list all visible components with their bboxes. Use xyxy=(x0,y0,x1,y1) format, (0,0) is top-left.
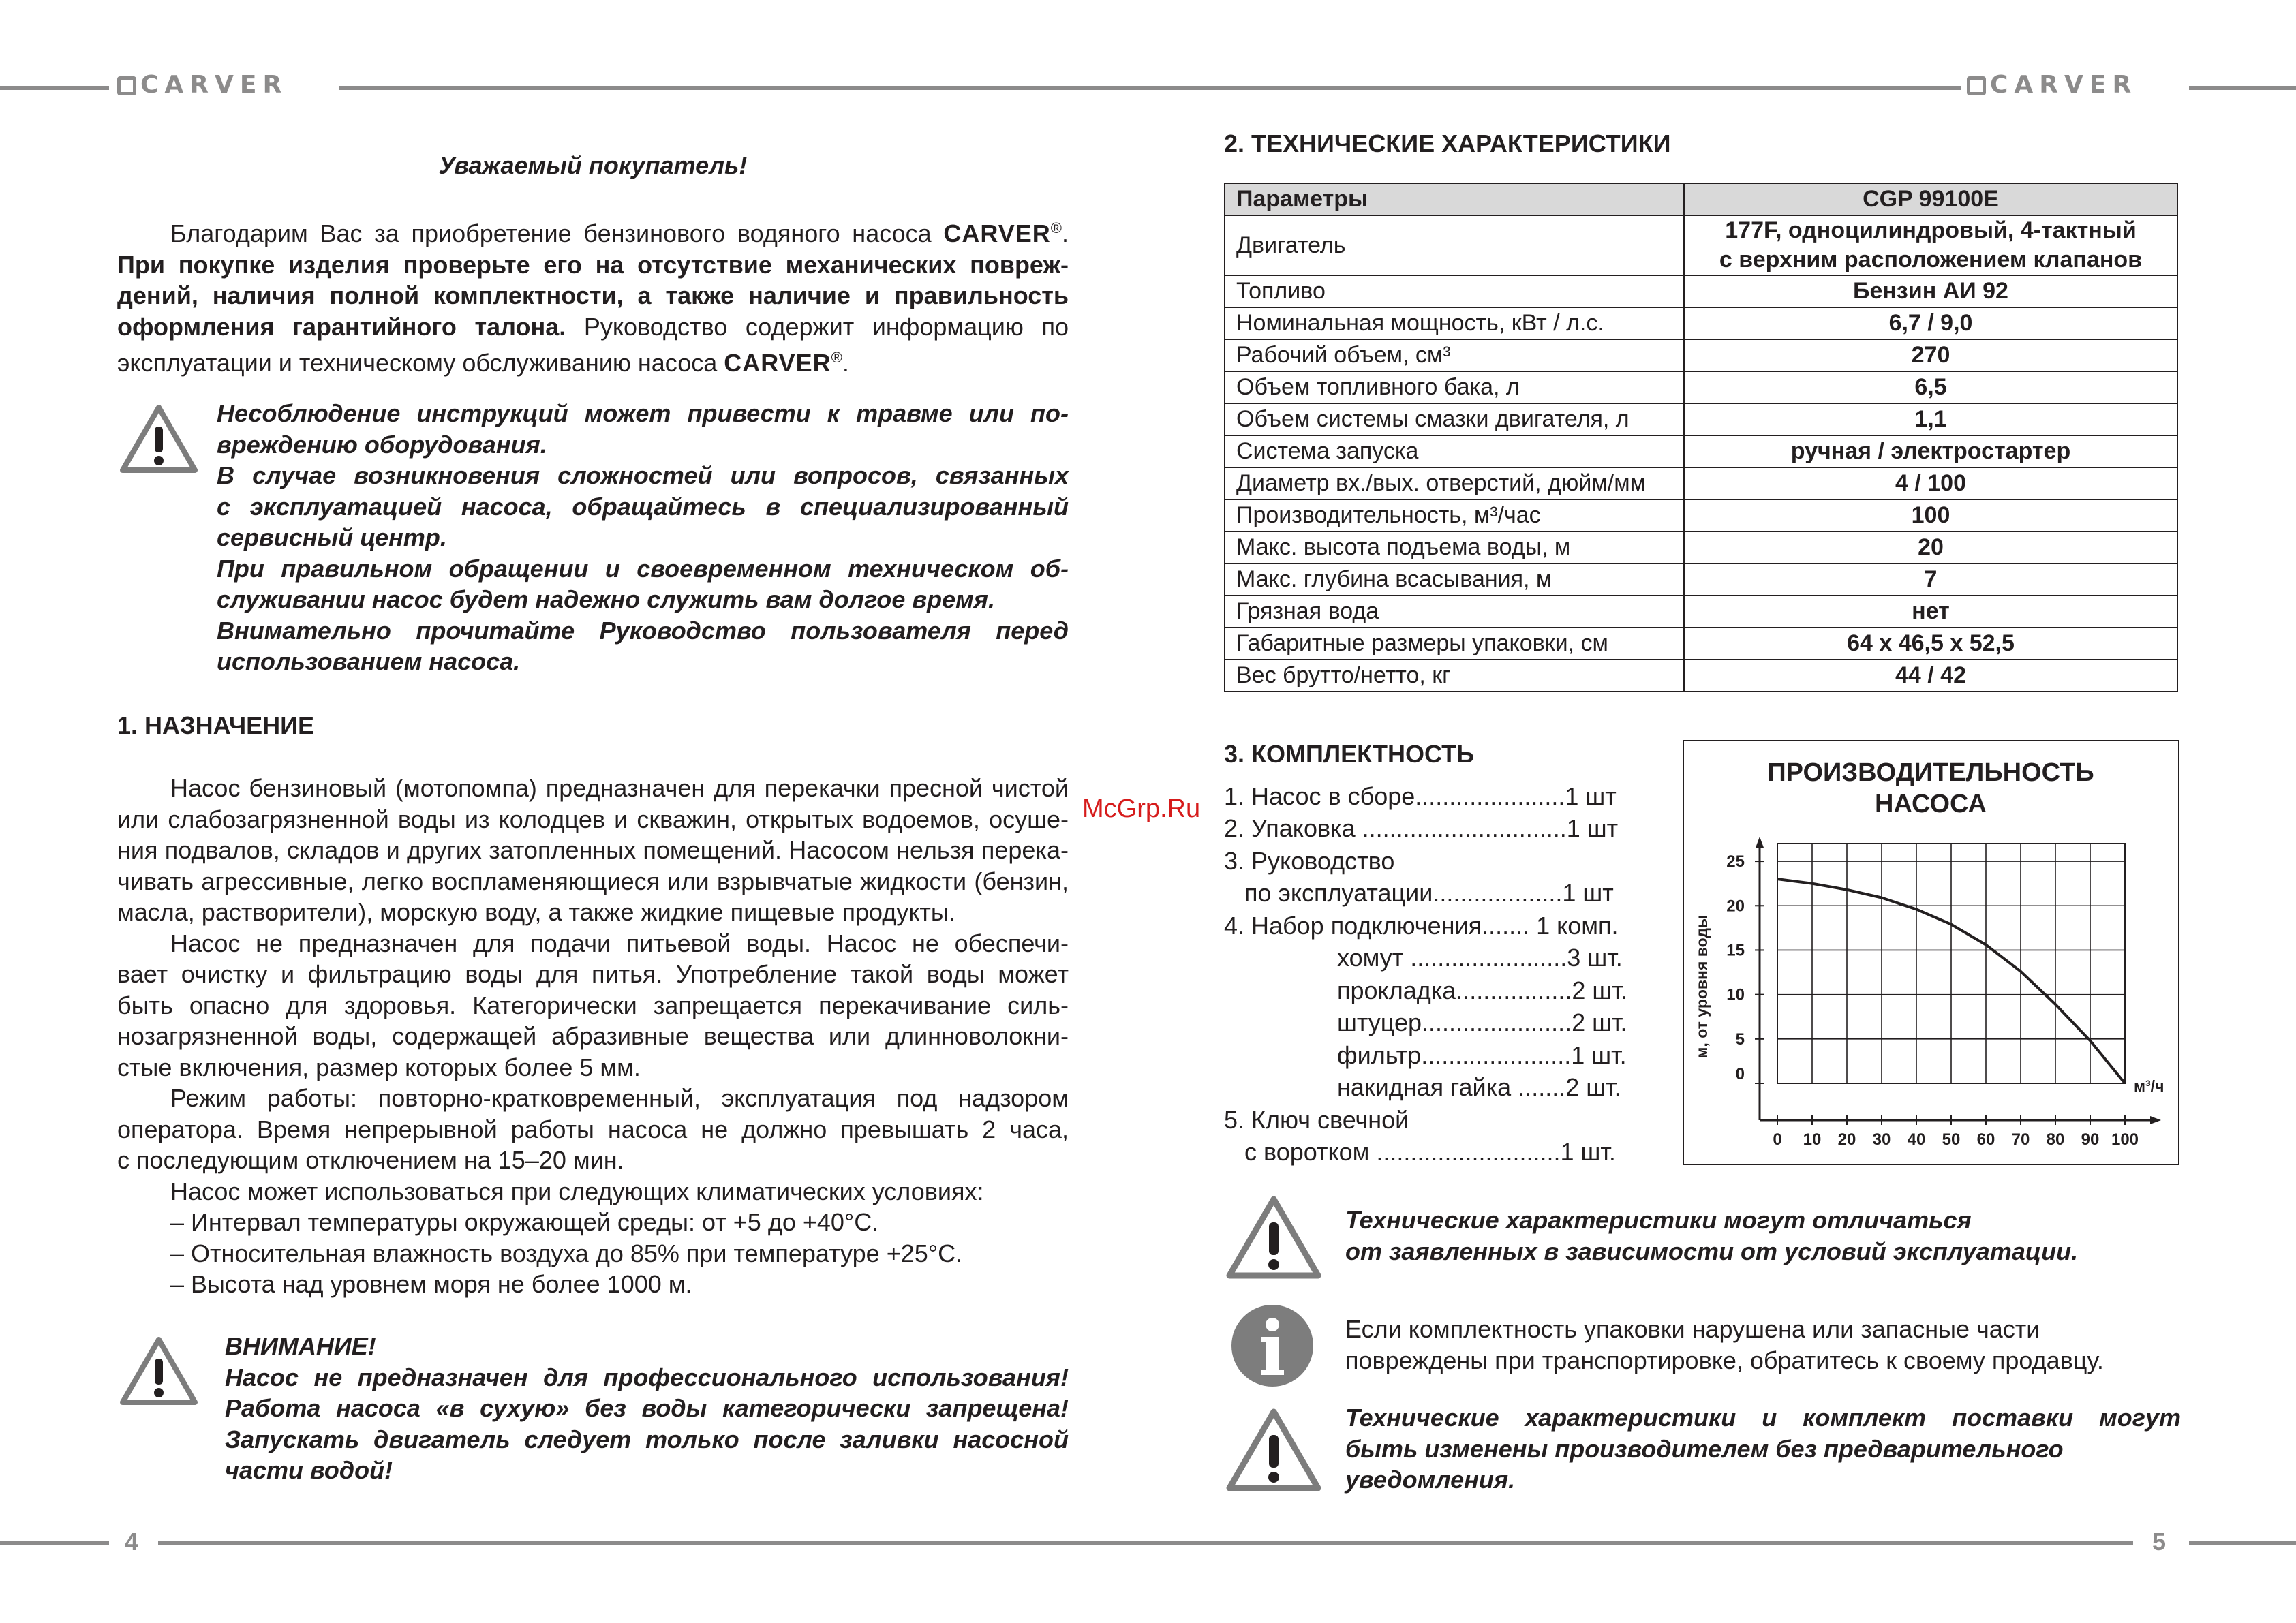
header-rule-left-a xyxy=(0,86,109,90)
spec-row xyxy=(1225,596,2177,628)
spec-value: 44 / 42 xyxy=(1684,660,2177,692)
chart-axes xyxy=(1756,837,2161,1124)
section2-title: 2. ТЕХНИЧЕСКИЕ ХАРАКТЕРИСТИКИ xyxy=(1224,129,1671,157)
kit-subitem: фильтр......................1 шт. xyxy=(1337,1041,1627,1069)
spec-param: Рабочий объем, см³ xyxy=(1225,339,1684,371)
chart-title-line-2: НАСОСА xyxy=(1875,790,1987,818)
warning-text-1 xyxy=(217,398,1069,677)
spec-value: нет xyxy=(1684,596,2177,628)
spec-value: 6,7 / 9,0 xyxy=(1684,307,2177,339)
intro-reg-1: ® xyxy=(1050,219,1062,236)
spec-header-model: CGP 99100E xyxy=(1684,183,2177,215)
s1-p4: Насос может использоваться при следующих климатических условиях: xyxy=(170,1177,984,1205)
spec-param: Двигатель xyxy=(1225,215,1684,275)
footer-rule-mid xyxy=(158,1541,2133,1545)
spec-value: 1,1 xyxy=(1684,403,2177,435)
spec-row xyxy=(1225,628,2177,660)
spec-value: 7 xyxy=(1684,563,2177,596)
performance-chart-box xyxy=(1683,740,2179,1165)
chart-x-tick-label: 40 xyxy=(1907,1130,1926,1149)
spec-row xyxy=(1225,307,2177,339)
warning-icon-1 xyxy=(119,402,199,476)
chart-ticks xyxy=(1726,852,2139,1149)
spec-param: Система запуска xyxy=(1225,435,1684,467)
warning1-line-6: При правильном обращении и своевременном техническом об- xyxy=(217,554,1069,583)
chart-x-tick-label: 70 xyxy=(2011,1130,2030,1149)
spec-row xyxy=(1225,403,2177,435)
kit-item: 3. Руководство xyxy=(1224,847,1395,875)
s1-p2-l3: быть опасно для здоровья. Категорически запрещается перекачивание силь- xyxy=(117,991,1069,1019)
intro-line-1 xyxy=(117,213,1069,249)
spec-value xyxy=(1684,215,2177,275)
intro-dot-2: . xyxy=(842,349,849,377)
intro-line-5-text: эксплуатации и техническому обслуживанию насоса xyxy=(117,349,724,377)
section1-title: 1. НАЗНАЧЕНИЕ xyxy=(117,711,315,739)
spec-value: 4 / 100 xyxy=(1684,467,2177,499)
spec-value-line-2: с верхним расположением клапанов xyxy=(1719,247,2143,273)
kit-item: с воротком ...........................1 шт. xyxy=(1224,1138,1616,1166)
intro-line-4 xyxy=(117,311,1069,343)
greeting: Уважаемый покупатель! xyxy=(438,151,748,179)
intro-reg-2: ® xyxy=(831,349,842,366)
spec-param: Грязная вода xyxy=(1225,596,1684,628)
s1-p2-l4: нозагрязненной воды, содержащей абразивные вещества или длинноволокни- xyxy=(117,1022,1069,1050)
chart-x-tick-label: 10 xyxy=(1803,1130,1822,1149)
s1-cond-2: – Относительная влажность воздуха до 85% при температуре +25°С. xyxy=(170,1239,963,1267)
note-2 xyxy=(1345,1314,2181,1376)
s1-p1-l2: или слабозагрязненной воды из колодцев и скважин, открытых водоемов, осуше- xyxy=(117,805,1069,833)
warning1-line-7: служивании насос будет надежно служить вам долгое время. xyxy=(217,585,995,613)
section1-body xyxy=(117,773,1069,1300)
intro-paragraph xyxy=(117,213,1069,379)
s1-p1-l1: Насос бензиновый (мотопомпа) предназначен для перекачки пресной чистой xyxy=(170,774,1069,802)
chart-y-arrow xyxy=(1756,837,1764,848)
spec-param: Номинальная мощность, кВт / л.с. xyxy=(1225,307,1684,339)
kit-item: 4. Набор подключения....... 1 комп. xyxy=(1224,912,1619,940)
chart-y-tick-label: 5 xyxy=(1735,1030,1745,1049)
spec-param: Диаметр вх./вых. отверстий, дюйм/мм xyxy=(1225,467,1684,499)
note-1 xyxy=(1345,1205,2181,1267)
chart-title-line-1: ПРОИЗВОДИТЕЛЬНОСТЬ xyxy=(1767,758,2094,787)
note2-line-1: Если комплектность упаковки нарушена или запасные части xyxy=(1345,1315,2040,1343)
spec-value: 64 x 46,5 x 52,5 xyxy=(1684,628,2177,660)
performance-chart xyxy=(1684,741,2178,1164)
spec-param: Топливо xyxy=(1225,275,1684,307)
spec-value: ручная / электростартер xyxy=(1684,435,2177,467)
s1-cond-1: – Интервал температуры окружающей среды: от +5 до +40°С. xyxy=(170,1208,879,1236)
s1-cond-3: – Высота над уровнем моря не более 1000 м. xyxy=(170,1270,692,1298)
intro-line-5 xyxy=(117,342,1069,379)
warning2-line-4: Запускать двигатель следует только после заливки насосной xyxy=(225,1425,1069,1453)
spec-row xyxy=(1225,435,2177,467)
intro-brand-1: CARVER xyxy=(943,219,1051,247)
warning1-line-8: Внимательно прочитайте Руководство пользователя перед xyxy=(217,616,1069,645)
chart-x-tick-label: 0 xyxy=(1773,1130,1782,1149)
note3-line-2: быть изменены производителем без предварительного xyxy=(1345,1434,2064,1463)
chart-y-tick-label: 0 xyxy=(1735,1065,1745,1083)
spec-value: 20 xyxy=(1684,531,2177,563)
spec-param: Габаритные размеры упаковки, см xyxy=(1225,628,1684,660)
intro-line-1-text: Благодарим Вас за приобретение бензинового водяного насоса xyxy=(170,219,944,247)
chart-x-tick-label: 80 xyxy=(2046,1130,2065,1149)
spec-header-param: Параметры xyxy=(1225,183,1684,215)
intro-line-3: дений, наличия полной комплектности, а также наличие и правильность xyxy=(117,281,1069,309)
spec-row xyxy=(1225,563,2177,596)
chart-y-tick-label: 15 xyxy=(1726,941,1745,960)
kit-item: 2. Упаковка ..............................1 шт xyxy=(1224,814,1619,842)
s1-p3-l1: Режим работы: повторно-кратковременный, эксплуатация под надзором xyxy=(170,1084,1069,1112)
warning1-line-9: использованием насоса. xyxy=(217,647,521,675)
chart-x-tick-label: 90 xyxy=(2081,1130,2100,1149)
brand-logo-right-mark xyxy=(1967,76,1986,95)
kit-subitem: накидная гайка .......2 шт. xyxy=(1337,1073,1621,1101)
chart-y-tick-label: 20 xyxy=(1726,897,1745,916)
warning2-line-1: ВНИМАНИЕ! xyxy=(225,1332,376,1360)
s1-p3-l3: с последующим отключением на 15–20 мин. xyxy=(117,1146,624,1174)
warning2-line-3: Работа насоса «в сухую» без воды категорически запрещена! xyxy=(225,1394,1069,1422)
spec-row xyxy=(1225,275,2177,307)
chart-ylabel: м, от уровня воды xyxy=(1693,914,1711,1059)
info-icon xyxy=(1229,1303,1315,1389)
warning1-line-2: вреждению оборудования. xyxy=(217,430,547,459)
chart-grid xyxy=(1777,844,2125,1083)
note1-line-2: от заявленных в зависимости от условий эксплуатации. xyxy=(1345,1237,2079,1265)
header-rule-left-b xyxy=(339,86,1961,90)
page-number-right: 5 xyxy=(2152,1528,2167,1556)
footer-rule-right xyxy=(2189,1541,2296,1545)
intro-line-2: При покупке изделия проверьте его на отсутствие механических повреж- xyxy=(117,250,1069,279)
spec-value: 100 xyxy=(1684,499,2177,531)
spec-value: 6,5 xyxy=(1684,371,2177,403)
chart-y-tick-label: 25 xyxy=(1726,852,1745,871)
chart-xlabel: м³/ч xyxy=(2134,1077,2164,1095)
chart-x-tick-label: 60 xyxy=(1976,1130,1995,1149)
brand-logo-right-text: CARVER xyxy=(1990,71,2138,99)
intro-brand-2: CARVER xyxy=(724,349,831,377)
warning1-line-1: Несоблюдение инструкций может привести к травме или по- xyxy=(217,399,1069,427)
header-rule-right xyxy=(2189,86,2296,90)
spec-param: Вес брутто/нетто, кг xyxy=(1225,660,1684,692)
spec-row xyxy=(1225,499,2177,531)
s1-p2-l2: вает очистку и фильтрацию воды для питья. Употребление такой воды может xyxy=(117,960,1069,988)
kit-subitem: хомут .......................3 шт. xyxy=(1337,944,1623,972)
note1-line-1: Технические характеристики могут отличаться xyxy=(1345,1206,1972,1234)
spec-row xyxy=(1225,339,2177,371)
chart-y-tick-label: 10 xyxy=(1726,985,1745,1004)
brand-logo-left xyxy=(117,71,288,99)
spec-param: Производительность, м³/час xyxy=(1225,499,1684,531)
warning1-line-5: сервисный центр. xyxy=(217,523,447,551)
note3-line-3: уведомления. xyxy=(1345,1466,1516,1494)
s1-p1-l3: ния подвалов, складов и других затопленных помещений. Насосом нельзя перека- xyxy=(117,836,1069,864)
warning-text-2 xyxy=(225,1331,1069,1486)
spec-header-row xyxy=(1225,183,2177,215)
spec-value-line-1: 177F, одноцилиндровый, 4-тактный xyxy=(1725,217,2137,243)
spec-row xyxy=(1225,467,2177,499)
brand-logo-left-mark xyxy=(117,76,136,95)
s1-p2-l1: Насос не предназначен для подачи питьевой воды. Насос не обеспечи- xyxy=(170,929,1069,957)
spec-row xyxy=(1225,660,2177,692)
warning1-line-4: с эксплуатацией насоса, обращайтесь в специализированный xyxy=(217,492,1069,521)
warning2-line-2: Насос не предназначен для профессионального использования! xyxy=(225,1363,1069,1391)
warning-icon-4 xyxy=(1224,1406,1323,1495)
warning1-line-3: В случае возникновения сложностей или вопросов, связанных xyxy=(217,461,1069,489)
chart-x-tick-label: 50 xyxy=(1942,1130,1961,1149)
kit-subitem: штуцер......................2 шт. xyxy=(1337,1008,1627,1036)
chart-x-tick-label: 20 xyxy=(1837,1130,1856,1149)
warning-icon-2 xyxy=(119,1334,199,1408)
spec-row xyxy=(1225,531,2177,563)
warning2-line-5: части водой! xyxy=(225,1456,393,1484)
spec-value: Бензин АИ 92 xyxy=(1684,275,2177,307)
spec-param: Макс. высота подъема воды, м xyxy=(1225,531,1684,563)
watermark: McGrp.Ru xyxy=(1082,794,1201,823)
warning-icon-3 xyxy=(1224,1194,1323,1282)
chart-x-tick-label: 100 xyxy=(2111,1130,2139,1149)
spec-row xyxy=(1225,371,2177,403)
chart-x-tick-label: 30 xyxy=(1872,1130,1891,1149)
s1-p1-l4: чивать агрессивные, легко воспламеняющиеся или взрывчатые жидкости (бензин, xyxy=(117,867,1069,895)
s1-p2-l5: стые включения, размер которых более 5 мм. xyxy=(117,1053,641,1081)
intro-line-4-rest: Руководство содержит информацию по xyxy=(566,312,1069,341)
spec-value: 270 xyxy=(1684,339,2177,371)
spec-param: Макс. глубина всасывания, м xyxy=(1225,563,1684,596)
brand-logo-right xyxy=(1967,71,2137,99)
chart-x-arrow xyxy=(2150,1116,2161,1124)
kit-subitem: прокладка.................2 шт. xyxy=(1337,976,1627,1004)
spec-table xyxy=(1224,183,2178,692)
kit-item: 5. Ключ свечной xyxy=(1224,1106,1409,1134)
brand-logo-left-text: CARVER xyxy=(140,71,288,99)
section3-title: 3. КОМПЛЕКТНОСТЬ xyxy=(1224,740,1474,768)
note-3 xyxy=(1345,1402,2181,1496)
kit-item: по эксплуатации...................1 шт xyxy=(1224,879,1614,907)
spec-param: Объем системы смазки двигателя, л xyxy=(1225,403,1684,435)
page-number-left: 4 xyxy=(125,1528,139,1556)
intro-dot-1: . xyxy=(1061,219,1069,247)
s1-p1-l5: масла, растворители), морскую воду, а также жидкие пищевые продукты. xyxy=(117,898,955,926)
spec-row-engine xyxy=(1225,215,2177,275)
kit-item: 1. Насос в сборе......................1 шт xyxy=(1224,782,1617,810)
note2-line-2: повреждены при транспортировке, обратитесь к своему продавцу. xyxy=(1345,1346,2104,1374)
intro-bold-end: оформления гарантийного талона. xyxy=(117,312,566,341)
s1-p3-l2: оператора. Время непрерывной работы насоса не должно превышать 2 часа, xyxy=(117,1115,1069,1143)
spec-param: Объем топливного бака, л xyxy=(1225,371,1684,403)
footer-rule-left xyxy=(0,1541,109,1545)
note3-line-1: Технические характеристики и комплект поставки могут xyxy=(1345,1404,2181,1432)
